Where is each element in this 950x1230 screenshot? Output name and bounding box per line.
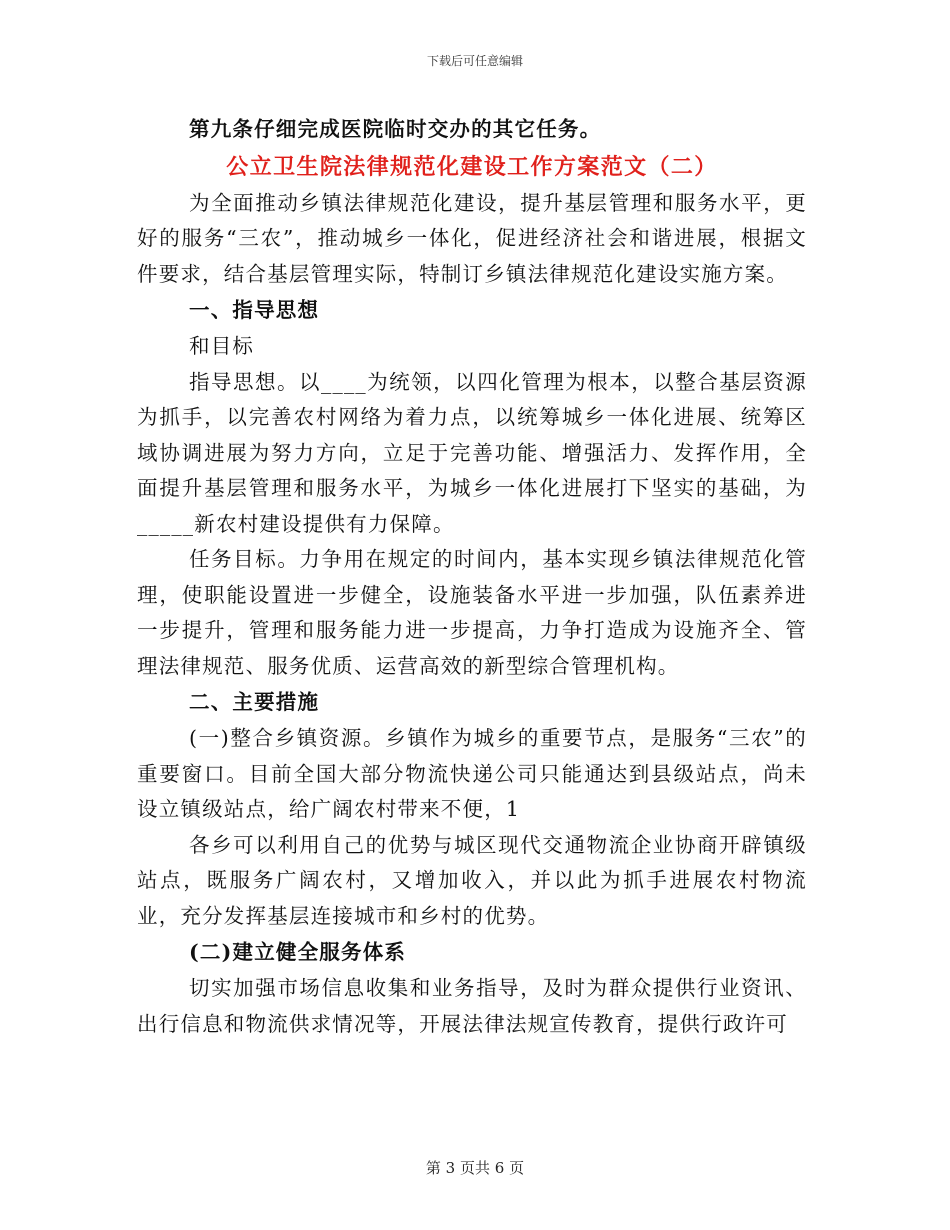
section-heading-main-measures: 二、主要措施: [189, 690, 320, 714]
paragraph-use-advantages: 各乡可以利用自己的优势与城区现代交通物流企业协商开辟镇级站点，既服务广阔农村，又增加收入，并以此为抓手进展农村物流业，充分发挥基层连接城市和乡村的优势。: [137, 832, 807, 928]
paragraph-guiding-thought: 指导思想。以____为统领，以四化管理为根本，以整合基层资源为抓手，以完善农村网络为着力点，以统筹城乡一体化进展、统筹区域协调进展为努力方向，立足于完善功能、增强活力、发挥作用，全面提升基层管理和服务水平，为城乡一体化进展打下坚实的基础，为_____新农村建设提供有力保障。: [137, 369, 807, 536]
paragraph-intro: 为全面推动乡镇法律规范化建设，提升基层管理和服务水平，更好的服务“三农”，推动城乡一体化，促进经济社会和谐进展，根据文件要求，结合基层管理实际，特制订乡镇法律规范化建设实施方案。: [137, 190, 807, 286]
paragraph-task-goals: 任务目标。力争用在规定的时间内，基本实现乡镇法律规范化管理，使职能设置进一步健全，设施装备水平进一步加强，队伍素养进一步提升，管理和服务能力进一步提高，力争打造成为设施齐全、管理法律规范、服务优质、运营高效的新型综合管理机构。: [137, 547, 807, 678]
section-subtitle-goals: 和目标: [189, 334, 255, 358]
paragraph-integrate-resources: (一)整合乡镇资源。乡镇作为城乡的重要节点，是服务“三农”的重要窗口。目前全国大部分物流快递公司只能通达到县级站点，尚未设立镇级站点，给广阔农村带来不便，1: [137, 726, 807, 821]
document-title: 公立卫生院法律规范化建设工作方案范文（二）: [226, 153, 718, 180]
intro-item: 第九条仔细完成医院临时交办的其它任务。: [189, 117, 602, 141]
subsection-heading-service-system: (二)建立健全服务体系: [189, 940, 407, 964]
page-header: 下载后可任意编辑: [426, 54, 523, 68]
paragraph-market-information: 切实加强市场信息收集和业务指导，及时为群众提供行业资讯、出行信息和物流供求情况等，开展法律法规宣传教育，提供行政许可: [137, 976, 807, 1036]
page-footer: 第 3 页共 6 页: [425, 1159, 525, 1177]
document-body: [137, 112, 807, 1042]
section-heading-guiding-thought: 一、指导思想: [189, 298, 320, 322]
